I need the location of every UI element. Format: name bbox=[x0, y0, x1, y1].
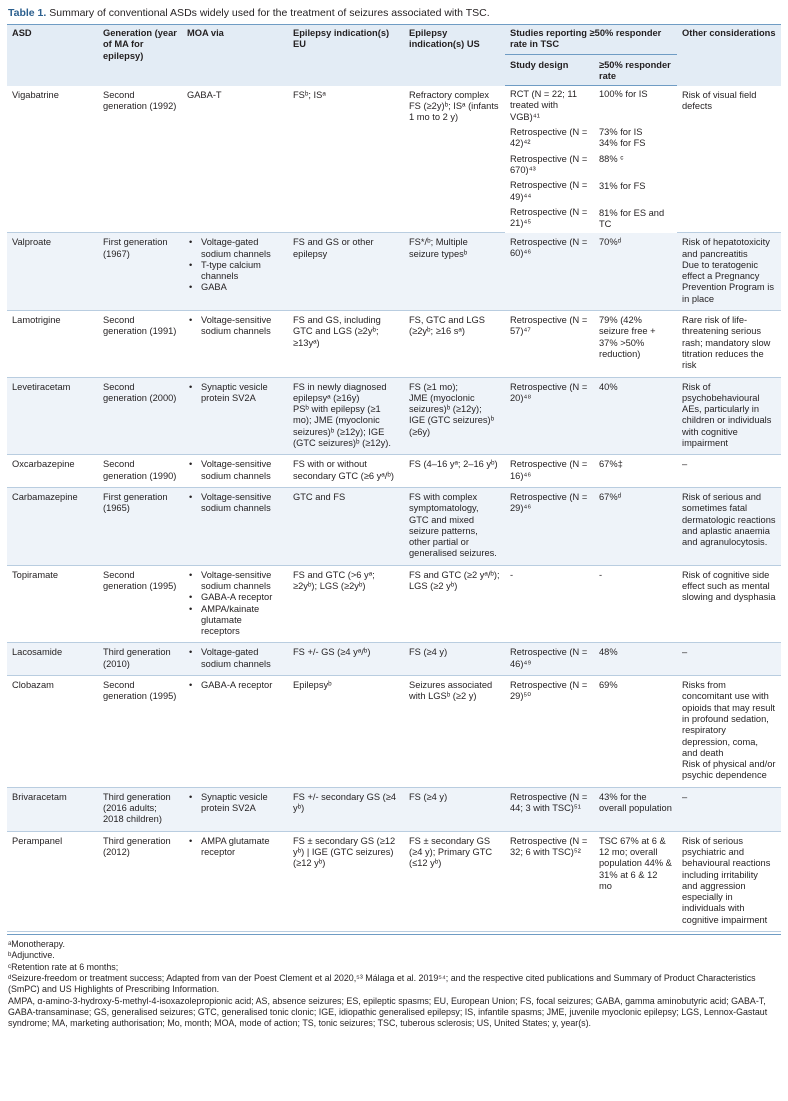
cell-study-design: Retrospective (N = 60)⁴⁶ bbox=[505, 233, 594, 311]
study-design-entry: Retrospective (N = 49)⁴⁴ bbox=[510, 180, 588, 202]
cell-asd: Carbamazepine bbox=[7, 487, 98, 565]
cell-study-design: Retrospective (N = 44; 3 with TSC)⁵¹ bbox=[505, 787, 594, 831]
cell-responder-rate: 79% (42% seizure free + 37% >50% reduction) bbox=[594, 311, 677, 377]
table-row bbox=[7, 565, 781, 643]
cell-responder-rate: 69% bbox=[594, 676, 677, 788]
cell-responder-rate: 70%ᵈ bbox=[594, 233, 677, 311]
moa-list-item: • Synaptic vesicle protein SV2A bbox=[187, 792, 283, 815]
cell-eu-indication: Epilepsyᵇ bbox=[288, 676, 404, 788]
table-row bbox=[7, 455, 781, 488]
cell-generation: Third generation (2016 adults; 2018 children) bbox=[98, 787, 182, 831]
cell-generation: First generation (1967) bbox=[98, 233, 182, 311]
moa-list-item: • Voltage-sensitive sodium channels bbox=[187, 315, 283, 338]
cell-responder-rate: - bbox=[594, 565, 677, 643]
header-asd: ASD bbox=[7, 25, 98, 86]
header-us-indication: Epilepsy indication(s) US bbox=[404, 25, 505, 86]
cell-moa bbox=[182, 831, 288, 931]
cell-eu-indication: FS with or without secondary GTC (≥6 yᵃ/ᵇ) bbox=[288, 455, 404, 488]
table-row bbox=[7, 643, 781, 676]
moa-list bbox=[187, 680, 283, 691]
header-generation: Generation (year of MA for epilepsy) bbox=[98, 25, 182, 86]
cell-eu-indication: FS +/- GS (≥4 yᵃ/ᵇ) bbox=[288, 643, 404, 676]
moa-list bbox=[187, 570, 283, 638]
asd-summary-table bbox=[7, 24, 781, 932]
header-responder-rate: ≥50% responder rate bbox=[594, 54, 677, 86]
moa-list-item: • Voltage-sensitive sodium channels bbox=[187, 492, 283, 515]
table-header bbox=[7, 25, 781, 86]
cell-other-considerations: Rare risk of life-threatening serious rash; mandatory slow titration reduces the risk bbox=[677, 311, 781, 377]
cell-generation: First generation (1965) bbox=[98, 487, 182, 565]
cell-other-considerations: Risk of hepatotoxicity and pancreatitis Due to teratogenic effect a Pregnancy Prevention Program is in place bbox=[677, 233, 781, 311]
cell-us-indication: FS and GTC (≥2 yᵃ/ᵇ); LGS (≥2 yᵇ) bbox=[404, 565, 505, 643]
study-design-entry: RCT (N = 22; 11 treated with VGB)⁴¹ bbox=[510, 89, 578, 122]
cell-other-considerations: – bbox=[677, 455, 781, 488]
cell-moa: GABA-T bbox=[182, 86, 288, 233]
cell-us-indication: Seizures associated with LGSᵇ (≥2 y) bbox=[404, 676, 505, 788]
table-footnotes bbox=[7, 939, 781, 1029]
header-studies: Studies reporting ≥50% responder rate in TSC bbox=[505, 25, 677, 55]
cell-study-design: - bbox=[505, 565, 594, 643]
responder-rate-entry: 73% for IS 34% for FS bbox=[599, 127, 646, 149]
cell-generation: Third generation (2012) bbox=[98, 831, 182, 931]
moa-list-item: • Voltage-sensitive sodium channels bbox=[187, 459, 283, 482]
cell-asd: Clobazam bbox=[7, 676, 98, 788]
cell-responder-rate: 43% for the overall population bbox=[594, 787, 677, 831]
cell-eu-indication: FSᵇ; ISᵃ bbox=[288, 86, 404, 233]
cell-asd: Levetiracetam bbox=[7, 377, 98, 455]
cell-generation: Second generation (1990) bbox=[98, 455, 182, 488]
table-row bbox=[7, 311, 781, 377]
header-other-considerations: Other considerations bbox=[677, 25, 781, 86]
cell-moa bbox=[182, 377, 288, 455]
table-body bbox=[7, 86, 781, 932]
moa-list-item: • Voltage-gated sodium channels bbox=[187, 237, 283, 260]
footnote: ᵈSeizure-freedom or treatment success; Adapted from van der Poest Clement et al 2020,⁵³ Málaga et al. 2019⁵⁴; and the respective cited publications and Summary of Product Characteristics (SmPC) and US Highlights of Prescribing Information. bbox=[8, 972, 756, 995]
moa-list bbox=[187, 237, 283, 293]
moa-list bbox=[187, 647, 283, 670]
cell-us-indication: FS (≥4 y) bbox=[404, 643, 505, 676]
responder-rate-entry: 81% for ES and TC bbox=[599, 208, 665, 230]
cell-eu-indication: FS and GS, including GTC and LGS (≥2yᵇ; ≥13yᵃ) bbox=[288, 311, 404, 377]
cell-generation: Third generation (2010) bbox=[98, 643, 182, 676]
header-study-design: Study design bbox=[505, 54, 594, 86]
cell-other-considerations: – bbox=[677, 787, 781, 831]
moa-list-item: • AMPA glutamate receptor bbox=[187, 836, 283, 859]
cell-moa bbox=[182, 455, 288, 488]
moa-list bbox=[187, 315, 283, 338]
header-eu-indication: Epilepsy indication(s) EU bbox=[288, 25, 404, 86]
moa-list-item: • AMPA/kainate glutamate receptors bbox=[187, 604, 283, 638]
cell-responder-rate: TSC 67% at 6 & 12 mo; overall population 44% & 31% at 6 & 12 mo bbox=[594, 831, 677, 931]
moa-list bbox=[187, 459, 283, 482]
responder-rate-entry: 31% for FS bbox=[599, 181, 646, 192]
cell-moa bbox=[182, 311, 288, 377]
cell-other-considerations: Risk of psychobehavioural AEs, particularly in children or individuals with cognitive impairment bbox=[677, 377, 781, 455]
cell-asd: Oxcarbazepine bbox=[7, 455, 98, 488]
moa-list bbox=[187, 792, 283, 815]
cell-asd: Vigabatrine bbox=[7, 86, 98, 233]
moa-list bbox=[187, 492, 283, 515]
cell-eu-indication: FS ± secondary GS (≥12 yᵇ) | IGE (GTC seizures) (≥12 yᵇ) bbox=[288, 831, 404, 931]
cell-responder-rate bbox=[594, 86, 677, 233]
responder-rate-entry: 100% for IS bbox=[599, 89, 648, 100]
table-caption bbox=[8, 6, 781, 20]
moa-list-item: • Voltage-gated sodium channels bbox=[187, 647, 283, 670]
footnote: ᵇAdjunctive. bbox=[8, 950, 55, 961]
cell-us-indication: FS (4–16 yᵃ; 2–16 yᵇ) bbox=[404, 455, 505, 488]
cell-responder-rate: 40% bbox=[594, 377, 677, 455]
cell-other-considerations: Risk of serious psychiatric and behavioural reactions including irritability and aggression especially in individuals with cognitive impairment bbox=[677, 831, 781, 931]
moa-list bbox=[187, 836, 283, 859]
cell-us-indication: FS*/ᵇ; Multiple seizure typesᵇ bbox=[404, 233, 505, 311]
cell-moa bbox=[182, 233, 288, 311]
cell-us-indication: FS ± secondary GS (≥4 y); Primary GTC (≤12 yᵇ) bbox=[404, 831, 505, 931]
cell-study-design: Retrospective (N = 29)⁴⁶ bbox=[505, 487, 594, 565]
cell-other-considerations: Risk of cognitive side effect such as mental slowing and dysphasia bbox=[677, 565, 781, 643]
moa-list-item: • GABA bbox=[187, 282, 283, 293]
table-caption-text: Summary of conventional ASDs widely used for the treatment of seizures associated with TSC. bbox=[46, 7, 490, 19]
cell-asd: Valproate bbox=[7, 233, 98, 311]
moa-list-item: • Voltage-sensitive sodium channels bbox=[187, 570, 283, 593]
cell-us-indication: FS (≥1 mo); JME (myoclonic seizures)ᵇ (≥12y); IGE (GTC seizures)ᵇ (≥6y) bbox=[404, 377, 505, 455]
cell-generation: Second generation (1995) bbox=[98, 565, 182, 643]
cell-study-design: Retrospective (N = 32; 6 with TSC)⁵² bbox=[505, 831, 594, 931]
cell-us-indication: FS, GTC and LGS (≥2yᵇ; ≥16 sᵃ) bbox=[404, 311, 505, 377]
header-moa: MOA via bbox=[182, 25, 288, 86]
cell-eu-indication: FS and GS or other epilepsy bbox=[288, 233, 404, 311]
cell-responder-rate: 67%ᵈ bbox=[594, 487, 677, 565]
moa-list-item: • T-type calcium channels bbox=[187, 260, 283, 283]
cell-generation: Second generation (2000) bbox=[98, 377, 182, 455]
study-design-entry: Retrospective (N = 42)⁴² bbox=[510, 127, 588, 149]
cell-responder-rate: 48% bbox=[594, 643, 677, 676]
cell-moa bbox=[182, 565, 288, 643]
cell-generation: Second generation (1992) bbox=[98, 86, 182, 233]
cell-us-indication: Refractory complex FS (≥2y)ᵇ; ISᵃ (infants 1 mo to 2 y) bbox=[404, 86, 505, 233]
cell-study-design: Retrospective (N = 46)⁴⁹ bbox=[505, 643, 594, 676]
footnote: ᵃMonotherapy. bbox=[8, 939, 65, 950]
cell-generation: Second generation (1991) bbox=[98, 311, 182, 377]
cell-responder-rate: 67%‡ bbox=[594, 455, 677, 488]
cell-study-design bbox=[505, 86, 594, 233]
cell-other-considerations: Risk of visual field defects bbox=[677, 86, 781, 233]
cell-us-indication: FS (≥4 y) bbox=[404, 787, 505, 831]
study-design-entry: Retrospective (N = 21)⁴⁵ bbox=[510, 206, 588, 229]
cell-other-considerations: Risks from concomitant use with opioids that may result in profound sedation, respiratory depression, coma, and death Risk of physical and/or psychic dependence bbox=[677, 676, 781, 788]
cell-moa bbox=[182, 643, 288, 676]
footnote: AMPA, α-amino-3-hydroxy-5-methyl-4-isoxazolepropionic acid; AS, absence seizures; ES, epileptic spasms; EU, European Union; FS, focal seizures; GABA, gamma aminobutyric acid; GABA-T, GABA-transaminase; GS, generalised seizures; GTC, generalised tonic clonic; IGE, idiopathic generalised epilepsy; IS, infantile spasms; JME, juvenile myoclonic epilepsy; LGS, Lennox-Gastaut syndrome; MA, marketing authorisation; Mo, month; MOA, mode of action; TS, tonic seizures; TSC, tuberous sclerosis; US, United States; y, year(s). bbox=[8, 995, 768, 1029]
cell-generation: Second generation (1995) bbox=[98, 676, 182, 788]
cell-eu-indication: FS in newly diagnosed epilepsyᵃ (≥16y) PSᵇ with epilepsy (≥1 mo); JME (myoclonic seizures)ᵇ (≥12y); IGE (GTC seizures)ᵇ (≥12y). bbox=[288, 377, 404, 455]
cell-asd: Lamotrigine bbox=[7, 311, 98, 377]
cell-study-design: Retrospective (N = 16)⁴⁶ bbox=[505, 455, 594, 488]
cell-asd: Topiramate bbox=[7, 565, 98, 643]
cell-other-considerations: Risk of serious and sometimes fatal dermatologic reactions and aplastic anaemia and agranulocytosis. bbox=[677, 487, 781, 565]
moa-list-item: • GABA-A receptor bbox=[187, 680, 283, 691]
cell-asd: Lacosamide bbox=[7, 643, 98, 676]
cell-eu-indication: GTC and FS bbox=[288, 487, 404, 565]
cell-eu-indication: FS and GTC (>6 yᵃ; ≥2yᵇ); LGS (≥2yᵇ) bbox=[288, 565, 404, 643]
study-design-entry: Retrospective (N = 670)⁴³ bbox=[510, 153, 588, 175]
cell-eu-indication: FS +/- secondary GS (≥4 yᵇ) bbox=[288, 787, 404, 831]
table-row bbox=[7, 377, 781, 455]
table-row bbox=[7, 787, 781, 831]
table-row bbox=[7, 831, 781, 931]
cell-moa bbox=[182, 787, 288, 831]
cell-asd: Brivaracetam bbox=[7, 787, 98, 831]
cell-other-considerations: – bbox=[677, 643, 781, 676]
footnote: ᶜRetention rate at 6 months; bbox=[8, 961, 119, 972]
cell-study-design: Retrospective (N = 29)⁵⁰ bbox=[505, 676, 594, 788]
cell-moa bbox=[182, 487, 288, 565]
moa-list-item: • GABA-A receptor bbox=[187, 592, 283, 603]
table-caption-label: Table 1. bbox=[8, 7, 47, 19]
table-row bbox=[7, 676, 781, 788]
moa-list-item: • Synaptic vesicle protein SV2A bbox=[187, 382, 283, 405]
cell-asd: Perampanel bbox=[7, 831, 98, 931]
table-row bbox=[7, 487, 781, 565]
table-row bbox=[7, 233, 781, 311]
cell-study-design: Retrospective (N = 20)⁴⁸ bbox=[505, 377, 594, 455]
cell-moa bbox=[182, 676, 288, 788]
table-bottom-rule bbox=[7, 934, 781, 935]
responder-rate-entry: 88% ᶜ bbox=[599, 154, 624, 165]
table-row bbox=[7, 86, 781, 233]
cell-us-indication: FS with complex symptomatology, GTC and mixed seizure patterns, other partial or generalised seizures. bbox=[404, 487, 505, 565]
cell-study-design: Retrospective (N = 57)⁴⁷ bbox=[505, 311, 594, 377]
moa-list bbox=[187, 382, 283, 405]
